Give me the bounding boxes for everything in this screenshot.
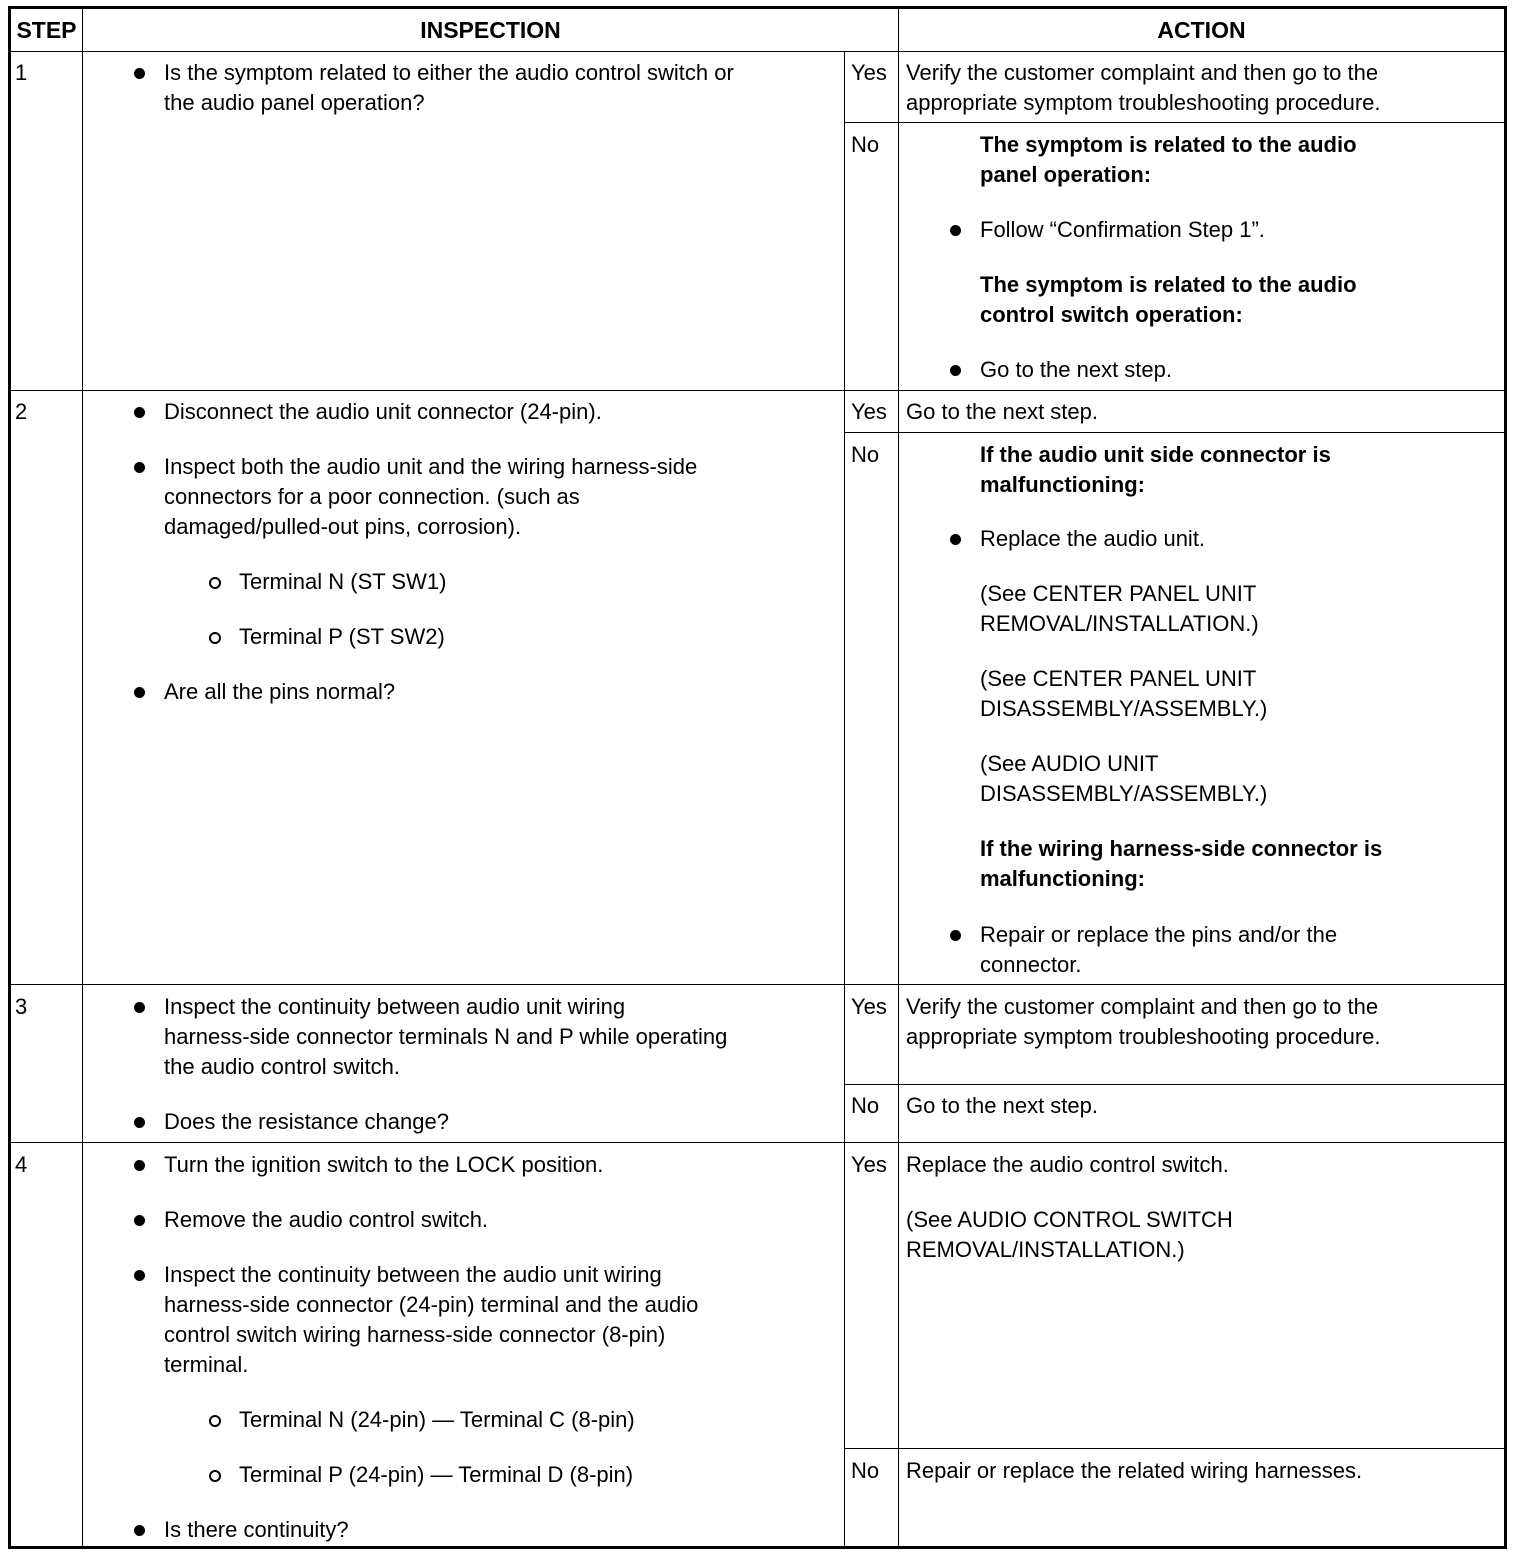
col-divider-step	[82, 9, 83, 1546]
inspection-text: harness-side connector terminals N and P while operating	[164, 1024, 728, 1049]
inspection-text: the audio panel operation?	[164, 90, 425, 115]
bullet-icon	[134, 1525, 145, 1536]
yes-label: Yes	[851, 60, 887, 85]
action-reference: (See AUDIO UNIT	[980, 751, 1159, 776]
yes-action-text: Go to the next step.	[906, 399, 1099, 424]
inspection-text: Are all the pins normal?	[164, 679, 396, 704]
yes-action-text: Verify the customer complaint and then go to the	[906, 60, 1379, 85]
action-reference: REMOVAL/INSTALLATION.)	[906, 1237, 1185, 1262]
inspection-text: Turn the ignition switch to the LOCK position.	[164, 1152, 604, 1177]
action-heading: control switch operation:	[980, 302, 1243, 327]
action-text: connector.	[980, 952, 1082, 977]
troubleshooting-table	[8, 6, 1507, 1549]
inspection-text: Is the symptom related to either the audio control switch or	[164, 60, 734, 85]
bullet-icon	[134, 1117, 145, 1128]
action-text: Go to the next step.	[980, 357, 1173, 382]
bullet-icon	[950, 930, 961, 941]
action-heading: The symptom is related to the audio	[980, 132, 1357, 157]
col-divider-yesno	[844, 51, 845, 1546]
action-reference: (See CENTER PANEL UNIT	[980, 666, 1257, 691]
no-label: No	[851, 442, 880, 467]
inspection-text: the audio control switch.	[164, 1054, 401, 1079]
inspection-text: terminal.	[164, 1352, 249, 1377]
inspection-subitem: Terminal P (24-pin) — Terminal D (8-pin)	[239, 1462, 634, 1487]
inspection-text: Inspect both the audio unit and the wiring harness-side	[164, 454, 698, 479]
sub-bullet-icon	[209, 1415, 221, 1427]
yes-label: Yes	[851, 994, 887, 1019]
header-step: STEP	[16, 16, 77, 43]
inspection-text: Does the resistance change?	[164, 1109, 449, 1134]
inspection-text: damaged/pulled-out pins, corrosion).	[164, 514, 522, 539]
no-label: No	[851, 132, 880, 157]
action-heading: The symptom is related to the audio	[980, 272, 1357, 297]
action-text: Repair or replace the pins and/or the	[980, 922, 1338, 947]
yes-action-text: Verify the customer complaint and then go to the	[906, 994, 1379, 1019]
bullet-icon	[134, 1270, 145, 1281]
inspection-text: control switch wiring harness-side connector (8-pin)	[164, 1322, 666, 1347]
bullet-icon	[950, 225, 961, 236]
step-number: 4	[15, 1152, 28, 1177]
yes-action-text: appropriate symptom troubleshooting procedure.	[906, 1024, 1381, 1049]
sub-bullet-icon	[209, 1470, 221, 1482]
inspection-text: harness-side connector (24-pin) terminal and the audio	[164, 1292, 699, 1317]
header-inspection: INSPECTION	[420, 16, 561, 43]
action-reference: (See AUDIO CONTROL SWITCH	[906, 1207, 1233, 1232]
yes-label: Yes	[851, 1152, 887, 1177]
bullet-icon	[134, 687, 145, 698]
inspection-text: Inspect the continuity between the audio unit wiring	[164, 1262, 662, 1287]
action-text: Replace the audio unit.	[980, 526, 1206, 551]
step-number: 1	[15, 60, 28, 85]
action-heading: panel operation:	[980, 162, 1152, 187]
yesno-divider-2	[844, 432, 1504, 433]
row-divider-1	[11, 390, 1504, 391]
col-divider-action	[898, 9, 899, 1546]
no-action-text: Repair or replace the related wiring harnesses.	[906, 1458, 1363, 1483]
action-text: Follow “Confirmation Step 1”.	[980, 217, 1265, 242]
bullet-icon	[950, 534, 961, 545]
header-divider	[11, 51, 1504, 52]
action-heading: If the wiring harness-side connector is	[980, 836, 1383, 861]
action-reference: (See CENTER PANEL UNIT	[980, 581, 1257, 606]
no-label: No	[851, 1093, 880, 1118]
inspection-text: Inspect the continuity between audio unit wiring	[164, 994, 626, 1019]
yes-label: Yes	[851, 399, 887, 424]
inspection-text: connectors for a poor connection. (such as	[164, 484, 580, 509]
no-action-text: Go to the next step.	[906, 1093, 1099, 1118]
action-heading: malfunctioning:	[980, 472, 1145, 497]
yesno-divider-1	[844, 122, 1504, 123]
action-heading: malfunctioning:	[980, 866, 1145, 891]
bullet-icon	[134, 407, 145, 418]
inspection-text: Is there continuity?	[164, 1517, 349, 1542]
action-heading: If the audio unit side connector is	[980, 442, 1331, 467]
header-action: ACTION	[1157, 16, 1246, 43]
inspection-text: Disconnect the audio unit connector (24-pin).	[164, 399, 602, 424]
action-reference: DISASSEMBLY/ASSEMBLY.)	[980, 781, 1268, 806]
step-number: 3	[15, 994, 28, 1019]
inspection-text: Remove the audio control switch.	[164, 1207, 489, 1232]
action-reference: REMOVAL/INSTALLATION.)	[980, 611, 1259, 636]
yesno-divider-4	[844, 1448, 1504, 1449]
sub-bullet-icon	[209, 577, 221, 589]
inspection-subitem: Terminal N (ST SW1)	[239, 569, 447, 594]
bullet-icon	[134, 1160, 145, 1171]
inspection-subitem: Terminal N (24-pin) — Terminal C (8-pin)	[239, 1407, 635, 1432]
row-divider-3	[11, 1142, 1504, 1143]
yesno-divider-3	[844, 1084, 1504, 1085]
bullet-icon	[950, 365, 961, 376]
inspection-subitem: Terminal P (ST SW2)	[239, 624, 445, 649]
action-reference: DISASSEMBLY/ASSEMBLY.)	[980, 696, 1268, 721]
no-label: No	[851, 1458, 880, 1483]
row-divider-2	[11, 984, 1504, 985]
bullet-icon	[134, 462, 145, 473]
yes-action-text: Replace the audio control switch.	[906, 1152, 1229, 1177]
sub-bullet-icon	[209, 632, 221, 644]
bullet-icon	[134, 1002, 145, 1013]
step-number: 2	[15, 399, 28, 424]
yes-action-text: appropriate symptom troubleshooting procedure.	[906, 90, 1381, 115]
bullet-icon	[134, 1215, 145, 1226]
bullet-icon	[134, 68, 145, 79]
